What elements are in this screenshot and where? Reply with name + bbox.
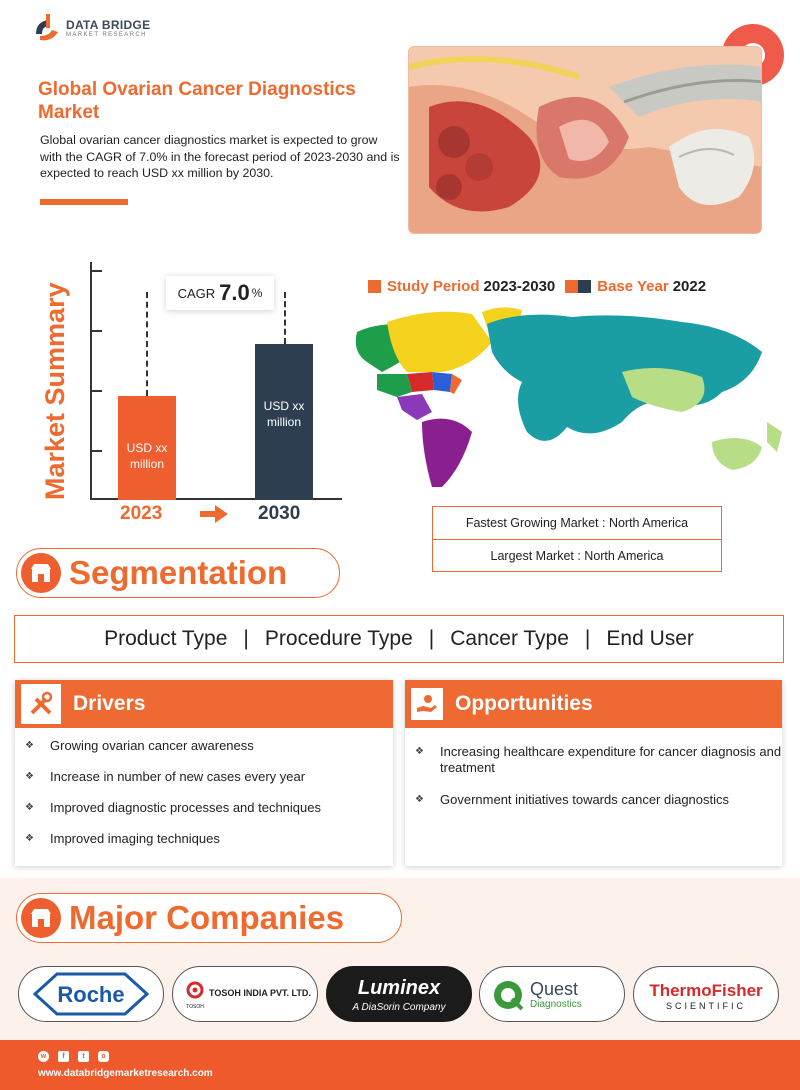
year-start-label: 2023 bbox=[120, 503, 163, 524]
cagr-dash-left bbox=[146, 292, 148, 396]
data-bridge-logo-icon bbox=[32, 12, 62, 46]
segmentation-title: Segmentation bbox=[69, 554, 288, 591]
chart-y-axis bbox=[90, 262, 92, 500]
map-region-australia bbox=[712, 438, 762, 470]
map-region-mexico bbox=[397, 394, 432, 420]
instagram-icon[interactable]: o bbox=[98, 1051, 109, 1062]
map-region-south-america bbox=[422, 419, 472, 487]
opportunities-list bbox=[405, 728, 782, 808]
chart-tick bbox=[90, 270, 102, 272]
tools-icon bbox=[21, 684, 61, 724]
year-end-label: 2030 bbox=[258, 503, 301, 524]
footer bbox=[0, 1040, 800, 1090]
quest-name: Quest bbox=[530, 979, 579, 999]
map-legend bbox=[368, 278, 716, 295]
map-region-nz bbox=[767, 422, 782, 452]
luminex-name: Luminex bbox=[357, 977, 441, 999]
base-year-swatch bbox=[565, 280, 591, 293]
arrow-right-icon bbox=[200, 505, 228, 523]
twitter-icon[interactable]: t bbox=[78, 1051, 89, 1062]
brand-tagline: MARKET RESEARCH bbox=[66, 32, 147, 38]
drivers-header bbox=[15, 680, 393, 728]
map-region-us-west bbox=[377, 374, 412, 397]
study-period-swatch bbox=[368, 280, 381, 293]
opportunities-card bbox=[405, 680, 782, 866]
roche-logo-icon bbox=[31, 970, 151, 1018]
market-stats-box bbox=[432, 506, 722, 572]
anatomy-illustration-icon bbox=[409, 47, 762, 234]
facebook-icon[interactable]: f bbox=[58, 1051, 69, 1062]
tosoh-small: TOSOH bbox=[186, 1004, 204, 1010]
segment-cancer-type: Cancer Type bbox=[450, 627, 569, 650]
base-year-label: Base Year bbox=[597, 278, 669, 295]
list-item: ❖ Government initiatives towards cancer diagnostics bbox=[413, 792, 782, 808]
cagr-dash-right bbox=[284, 292, 286, 344]
company-luminex bbox=[326, 966, 472, 1022]
bar-2023: USD xx million bbox=[118, 396, 176, 500]
brand-name: DATA BRIDGE bbox=[66, 18, 151, 32]
quest-sub: Diagnostics bbox=[530, 999, 582, 1010]
market-summary-label: Market Summary bbox=[40, 282, 70, 500]
map-region-us-east bbox=[432, 372, 452, 392]
company-quest bbox=[479, 966, 625, 1022]
drivers-card bbox=[15, 680, 393, 866]
segment-separator: | bbox=[584, 627, 591, 650]
cagr-callout bbox=[166, 276, 274, 310]
opportunities-header bbox=[405, 680, 782, 728]
company-thermofisher bbox=[633, 966, 779, 1022]
intro-text: Global ovarian cancer diagnostics market is expected to grow with the CAGR of 7.0% in the forecast period of 2023-2030 and is expected to reach USD xx million by 2030. bbox=[40, 133, 400, 180]
thermo-name: ThermoFisher bbox=[649, 981, 763, 1000]
list-item: ❖ Increase in number of new cases every year bbox=[23, 769, 393, 785]
luminex-logo-icon bbox=[329, 969, 469, 1019]
opportunities-title: Opportunities bbox=[455, 692, 593, 715]
segment-procedure-type: Procedure Type bbox=[264, 627, 413, 650]
segmentation-bar bbox=[14, 615, 784, 663]
hand-coin-icon bbox=[411, 688, 443, 720]
chart-tick bbox=[90, 330, 102, 332]
bar-2030: USD xx million bbox=[255, 344, 313, 500]
intro-underline bbox=[40, 199, 128, 205]
tosoh-name: TOSOH INDIA PVT. LTD. bbox=[209, 988, 311, 998]
footer-website-link[interactable]: www.databridgemarketresearch.com bbox=[38, 1068, 213, 1079]
page-title: Global Ovarian Cancer Diagnostics Market bbox=[38, 79, 356, 123]
list-item: ❖ Improved diagnostic processes and techniques bbox=[23, 800, 393, 816]
cagr-value: 7.0 bbox=[219, 280, 250, 305]
thermofisher-logo-icon bbox=[636, 969, 776, 1019]
quest-logo-icon bbox=[482, 969, 622, 1019]
roche-name: Roche bbox=[57, 982, 125, 1007]
segmentation-icon bbox=[21, 553, 61, 593]
list-item: ❖ Growing ovarian cancer awareness bbox=[23, 738, 393, 754]
tosoh-logo-icon bbox=[175, 974, 315, 1014]
segmentation-heading bbox=[16, 548, 340, 598]
companies-icon bbox=[21, 898, 61, 938]
cagr-prefix: CAGR bbox=[177, 285, 216, 301]
list-item: ❖ Increasing healthcare expenditure for cancer diagnosis and treatment bbox=[413, 744, 782, 776]
study-period-value: 2023-2030 bbox=[483, 278, 556, 295]
luminex-sub: A DiaSorin Company bbox=[352, 1002, 446, 1013]
companies-heading bbox=[16, 893, 402, 943]
drivers-list bbox=[15, 728, 393, 847]
hero-illustration bbox=[408, 46, 762, 234]
world-map bbox=[322, 302, 794, 492]
company-roche bbox=[18, 966, 164, 1022]
segment-separator: | bbox=[428, 627, 435, 650]
company-tosoh bbox=[172, 966, 318, 1022]
drivers-title: Drivers bbox=[73, 692, 146, 715]
map-region-us-se bbox=[450, 374, 462, 394]
list-item: ❖ Improved imaging techniques bbox=[23, 831, 393, 847]
segment-separator: | bbox=[243, 627, 249, 650]
chart-tick bbox=[90, 390, 102, 392]
chart-tick bbox=[90, 450, 102, 452]
thermo-sub: SCIENTIFIC bbox=[665, 1001, 747, 1011]
segment-product-type: Product Type bbox=[104, 627, 228, 650]
largest-market: Largest Market : North America bbox=[433, 539, 721, 571]
base-year-value: 2022 bbox=[672, 278, 707, 295]
segment-end-user: End User bbox=[606, 627, 694, 650]
cagr-unit: % bbox=[251, 286, 263, 300]
companies-title: Major Companies bbox=[69, 899, 345, 936]
fastest-growing-market: Fastest Growing Market : North America bbox=[465, 516, 689, 530]
whatsapp-icon[interactable]: w bbox=[38, 1051, 49, 1062]
map-region-north-america bbox=[387, 312, 492, 372]
study-period-label: Study Period bbox=[387, 278, 480, 295]
